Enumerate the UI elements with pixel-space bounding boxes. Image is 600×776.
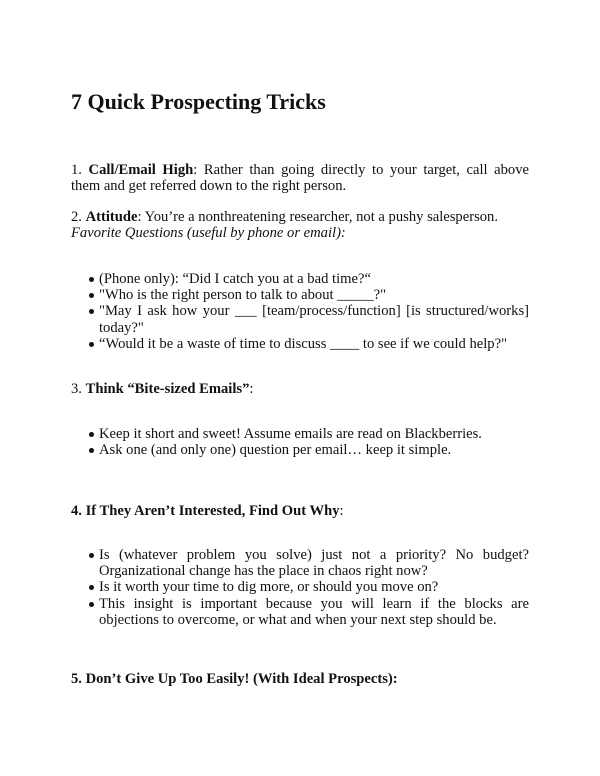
tip-2-list: [71, 271, 529, 352]
list-item: Keep it short and sweet! Assume emails are read on Blackberries.: [99, 426, 529, 442]
tip-heading: Call/Email High: [88, 162, 194, 178]
list-item: “Would it be a waste of time to discuss ____ to see if we could help?": [99, 336, 529, 352]
list-item: This insight is important because you will learn if the blocks are objections to overcome, or what and when your next step should be.: [99, 595, 529, 628]
tip-subheading: Favorite Questions (useful by phone or email):: [71, 225, 346, 242]
tip-1: [71, 162, 529, 194]
tip-3: [71, 381, 529, 397]
tip-heading: 5. Don’t Give Up Too Easily! (With Ideal Prospects):: [71, 671, 398, 687]
tip-text: : Rather than going directly to your target, call above them and get referred down to the right person.: [71, 162, 529, 195]
tip-heading: 4. If They Aren’t Interested, Find Out Why: [71, 503, 340, 519]
tip-heading: Attitude: [85, 209, 138, 225]
tip-number: 1.: [71, 162, 89, 178]
tip-2: [71, 209, 529, 241]
list-item: Is (whatever problem you solve) just not a priority? No budget? Organizational change has the place in chaos right now?: [99, 547, 529, 580]
tip-3-list: [71, 426, 529, 458]
tip-number: 2.: [71, 209, 86, 225]
list-item: Is it worth your time to dig more, or should you move on?: [99, 579, 529, 595]
tip-4: [71, 503, 529, 519]
list-item: (Phone only): “Did I catch you at a bad time?“: [99, 271, 529, 287]
list-item: "May I ask how your ___ [team/process/function] [is structured/works] today?": [99, 303, 529, 336]
page-title: 7 Quick Prospecting Tricks: [71, 89, 326, 114]
list-item: "Who is the right person to talk to about _____?": [99, 287, 529, 303]
tip-suffix: :: [249, 381, 254, 397]
tip-number: 3.: [71, 381, 86, 397]
tip-suffix: :: [339, 503, 344, 519]
list-item: Ask one (and only one) question per email… keep it simple.: [99, 442, 529, 458]
tip-text: : You’re a nonthreatening researcher, not a pushy salesperson.: [137, 209, 498, 225]
tip-5: [71, 671, 529, 687]
tip-heading: Think “Bite-sized Emails”: [85, 381, 250, 397]
tip-4-list: [71, 547, 529, 628]
